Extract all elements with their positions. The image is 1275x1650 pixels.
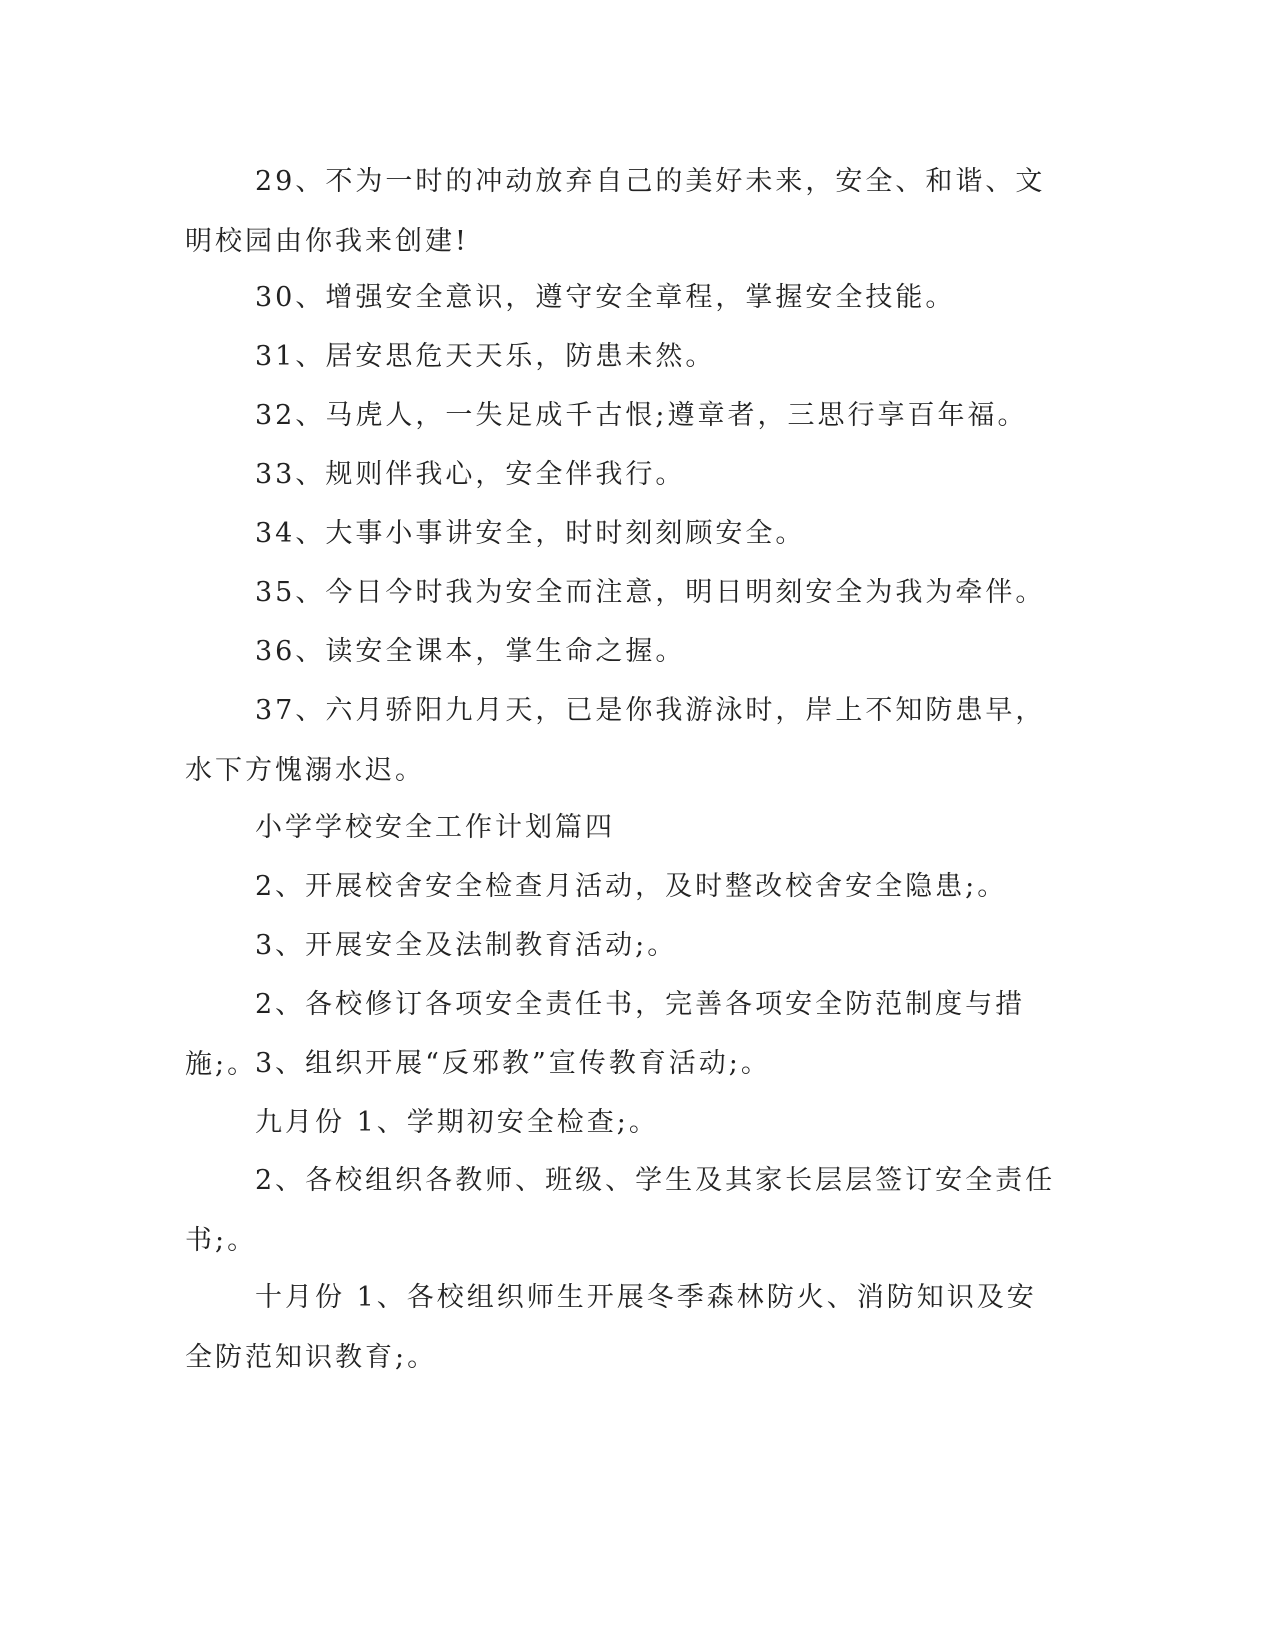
plan-item: 2、开展校舍安全检查月活动，及时整改校舍安全隐患;。 <box>255 871 1008 902</box>
plan-item: 3、组织开展“反邪教”宣传教育活动;。 <box>255 1048 771 1079</box>
plan-item-september: 九月份 1、学期初安全检查;。 <box>255 1107 659 1138</box>
paragraph-29: 29、不为一时的冲动放弃自己的美好未来，安全、和谐、文明校园由你我来创建! <box>185 166 1046 257</box>
paragraph-36: 36、读安全课本，掌生命之握。 <box>255 636 686 667</box>
paragraph-30: 30、增强安全意识，遵守安全章程，掌握安全技能。 <box>255 282 956 313</box>
section-heading: 小学学校安全工作计划篇四 <box>255 812 615 843</box>
plan-item: 2、各校组织各教师、班级、学生及其家长层层签订安全责任书;。 <box>185 1165 1056 1256</box>
paragraph-34: 34、大事小事讲安全，时时刻刻顾安全。 <box>255 518 806 549</box>
paragraph-33: 33、规则伴我心，安全伴我行。 <box>255 459 686 490</box>
paragraph-32: 32、马虎人，一失足成千古恨;遵章者，三思行享百年福。 <box>255 400 1028 431</box>
plan-item: 3、开展安全及法制教育活动;。 <box>255 930 678 961</box>
plan-item: 2、各校修订各项安全责任书，完善各项安全防范制度与措施;。 <box>185 989 1026 1080</box>
paragraph-31: 31、居安思危天天乐，防患未然。 <box>255 341 716 372</box>
paragraph-35: 35、今日今时我为安全而注意，明日明刻安全为我为牵伴。 <box>255 577 1046 608</box>
plan-item-october: 十月份 1、各校组织师生开展冬季森林防火、消防知识及安全防范知识教育;。 <box>185 1282 1037 1373</box>
paragraph-37: 37、六月骄阳九月天，已是你我游泳时，岸上不知防患早，水下方愧溺水迟。 <box>185 695 1046 786</box>
